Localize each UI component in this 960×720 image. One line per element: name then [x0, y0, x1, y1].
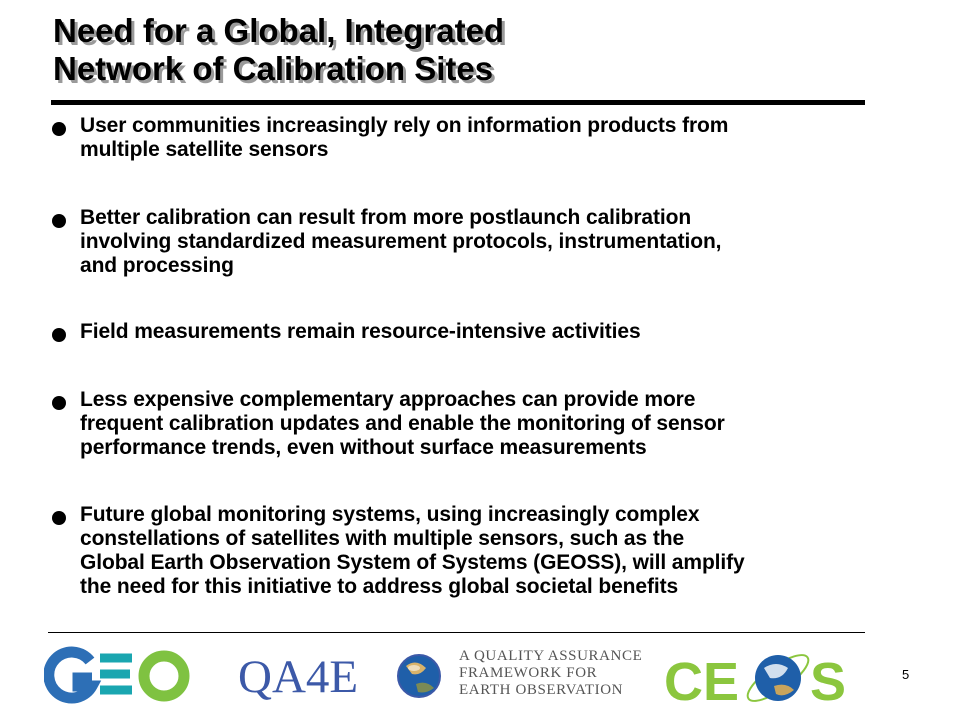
ceos-logo [660, 638, 865, 718]
bullet-dot-icon [52, 511, 66, 525]
qa4eo-logo [234, 642, 454, 706]
bullet-text [80, 206, 721, 278]
geo-logo [44, 646, 196, 712]
bullet-text [80, 320, 641, 344]
bullet-line: frequent calibration updates and enable the monitoring of sensor [80, 412, 725, 435]
bullet-dot-icon [52, 122, 66, 136]
bullet-line: constellations of satellites with multiple sensors, such as the [80, 527, 685, 550]
bullet-text [80, 388, 725, 460]
bullet-line: Field measurements remain resource-intensive activities [80, 320, 641, 343]
bullet-item [48, 503, 948, 599]
bullet-item [48, 114, 948, 162]
bullet-text [80, 114, 728, 162]
bullet-line: involving standardized measurement protocols, instrumentation, [80, 230, 722, 253]
svg-text:S: S [810, 652, 847, 712]
slide-title-line-1: Need for a Global, Integrated [53, 12, 505, 49]
bullet-line: the need for this initiative to address global societal benefits [80, 575, 679, 598]
slide-title [53, 12, 873, 88]
bullet-line: Better calibration can result from more postlaunch calibration [80, 206, 692, 229]
bullet-text [80, 503, 745, 599]
bullet-line: performance trends, even without surface measurements [80, 436, 647, 459]
bullet-item [48, 206, 948, 278]
bullet-item [48, 320, 948, 344]
qa4eo-tagline-line: FRAMEWORK FOR [459, 665, 598, 681]
bullet-line: User communities increasingly rely on information products from [80, 114, 729, 137]
bullet-line: Less expensive complementary approaches can provide more [80, 388, 696, 411]
bullet-line: Future global monitoring systems, using increasingly complex [80, 503, 700, 526]
qa4eo-tagline [459, 648, 642, 699]
qa4eo-tagline-line: A QUALITY ASSURANCE [459, 648, 643, 664]
svg-text:QA4E: QA4E [238, 651, 359, 703]
bullet-line: Global Earth Observation System of Systems (GEOSS), will amplify [80, 551, 745, 574]
bullet-dot-icon [52, 396, 66, 410]
svg-text:CE: CE [664, 652, 740, 712]
bullet-dot-icon [52, 328, 66, 342]
title-underline [51, 100, 865, 105]
bullet-item [48, 388, 948, 460]
footer-divider [48, 632, 865, 633]
bullet-dot-icon [52, 214, 66, 228]
bullet-line: multiple satellite sensors [80, 138, 329, 161]
slide-title-line-2: Network of Calibration Sites [53, 50, 494, 87]
bullet-line: and processing [80, 254, 234, 277]
qa4eo-tagline-line: EARTH OBSERVATION [459, 682, 624, 698]
page-number: 5 [902, 667, 910, 682]
